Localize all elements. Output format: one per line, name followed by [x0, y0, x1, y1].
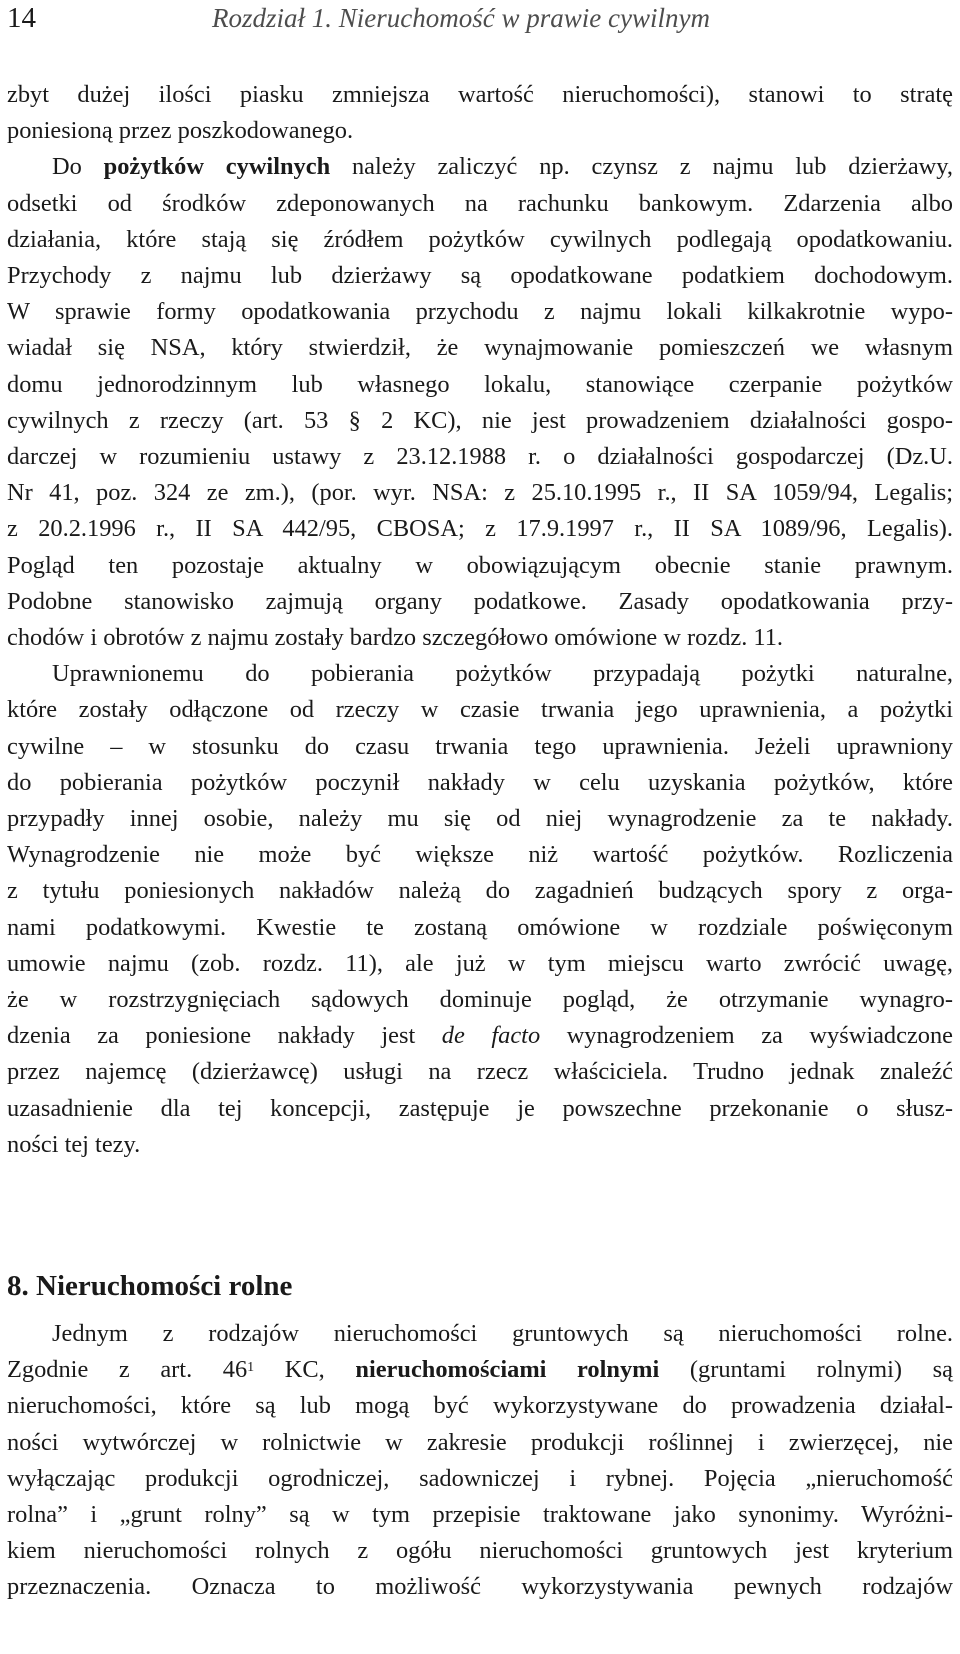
text-line: Uprawnionemu do pobierania pożytków przypadają pożytki naturalne, [52, 660, 953, 688]
text-line: wyłączając produkcji ogrodniczej, sadowniczej i rybnej. Pojęcia „nieruchomość [7, 1464, 953, 1492]
text-line: że w rozstrzygnięciach sądowych dominuje pogląd, że otrzymanie wynagro- [7, 986, 953, 1014]
text-line: z 20.2.1996 r., II SA 442/95, CBOSA; z 17.9.1997 r., II SA 1089/96, Legalis). [7, 515, 953, 543]
text-line: rolna” i „grunt rolny” są w tym przepisie traktowane jako synonimy. Wyróżni- [7, 1501, 953, 1529]
text-line: które zostały odłączone od rzeczy w czasie trwania jego uprawnienia, a pożytki [7, 696, 953, 724]
running-head: Rozdział 1. Nieruchomość w prawie cywilnym [212, 3, 710, 33]
text-line: W sprawie formy opodatkowania przychodu z najmu lokali kilkakrotnie wypo- [7, 298, 953, 326]
text-line: do pobierania pożytków poczynił nakłady w celu uzyskania pożytków, które [7, 768, 953, 796]
text-line: chodów i obrotów z najmu zostały bardzo szczegółowo omówione w rozdz. 11. [7, 624, 783, 652]
paragraph [7, 656, 953, 1163]
section-heading: 8. Nieruchomości rolne [7, 1270, 293, 1302]
page-header [0, 0, 960, 40]
bold-term: nieruchomościami rolnymi [355, 1356, 660, 1384]
paragraph [7, 149, 953, 656]
text-line: darczej w rozumieniu ustawy z 23.12.1988 r. o działalności gospodarczej (Dz.U. [7, 443, 953, 471]
text-line: Wynagrodzenie nie może być większe niż wartość pożytków. Rozliczenia [7, 841, 953, 869]
text-line: dzenia za poniesione nakłady jest de facto wynagrodzeniem za wyświadczone [7, 1022, 953, 1050]
text-line: przypadły innej osobie, należy mu się od niej wynagrodzenie za te nakłady. [7, 805, 953, 833]
text-line: kiem nieruchomości rolnych z ogółu nieruchomości gruntowych jest kryterium [7, 1537, 953, 1565]
text-line: przeznaczenia. Oznacza to możliwość wykorzystywania pewnych rodzajów [7, 1573, 953, 1601]
text-line: działania, które stają się źródłem pożytków cywilnych podlegają opodatkowaniu. [7, 225, 953, 253]
text-line: Przychody z najmu lub dzierżawy są opodatkowane podatkiem dochodowym. [7, 262, 953, 290]
text-line: nieruchomości, które są lub mogą być wykorzystywane do prowadzenia działal- [7, 1392, 953, 1420]
text-line: nami podatkowymi. Kwestie te zostaną omówione w rozdziale poświęconym [7, 913, 953, 941]
italic-term: de facto [441, 1022, 541, 1050]
text-line: ności tej tezy. [7, 1130, 141, 1158]
text-line: Pogląd ten pozostaje aktualny w obowiązującym obecnie stanie prawnym. [7, 551, 953, 579]
text-line: cywilne – w stosunku do czasu trwania tego uprawnienia. Jeżeli uprawniony [7, 732, 953, 760]
text-line: przez najemcę (dzierżawcę) usługi na rzecz właściciela. Trudno jednak znaleźć [7, 1058, 953, 1086]
superscript: 1 [247, 1360, 255, 1376]
text-line: odsetki od środków zdeponowanych na rachunku bankowym. Zdarzenia albo [7, 189, 953, 217]
text-line: Nr 41, poz. 324 ze zm.), (por. wyr. NSA: z 25.10.1995 r., II SA 1059/94, Legalis; [7, 479, 953, 507]
bold-term: pożytków cywilnych [103, 153, 331, 181]
text-line: wiadał się NSA, który stwierdził, że wynajmowanie pomieszczeń we własnym [7, 334, 953, 362]
text-line: uzasadnienie dla tej koncepcji, zastępuje je powszechne przekonanie o słusz- [7, 1094, 953, 1122]
section-body [7, 1316, 953, 1606]
text-line: Zgodnie z art. $46^1$ KC, nieruchomościami rolnymi (gruntami rolnymi) są [7, 1356, 953, 1384]
text-line: Do pożytków cywilnych należy zaliczyć np. czynsz z najmu lub dzierżawy, [52, 153, 953, 181]
text-line: Jednym z rodzajów nieruchomości gruntowych są nieruchomości rolne. [52, 1320, 953, 1347]
text-line: poniesioną przez poszkodowanego. [7, 117, 354, 145]
text-line: domu jednorodzinnym lub własnego lokalu, stanowiące czerpanie pożytków [7, 370, 953, 398]
section-body [7, 77, 953, 1163]
text-line: Podobne stanowisko zajmują organy podatkowe. Zasady opodatkowania przy- [7, 587, 953, 615]
text-line: zbyt dużej ilości piasku zmniejsza wartość nieruchomości), stanowi to stratę [7, 81, 953, 108]
paragraph [7, 77, 953, 149]
text-line: cywilnych z rzeczy (art. 53 § 2 KC), nie jest prowadzeniem działalności gospo- [7, 406, 953, 434]
page-number: 14 [7, 2, 36, 34]
text-line: ności wytwórczej w rolnictwie w zakresie produkcji roślinnej i zwierzęcej, nie [7, 1428, 953, 1456]
paragraph [7, 1316, 953, 1606]
text-line: z tytułu poniesionych nakładów należą do zagadnień budzących spory z orga- [7, 877, 953, 905]
text-line: umowie najmu (zob. rozdz. 11), ale już w tym miejscu warto zwrócić uwagę, [7, 949, 953, 977]
